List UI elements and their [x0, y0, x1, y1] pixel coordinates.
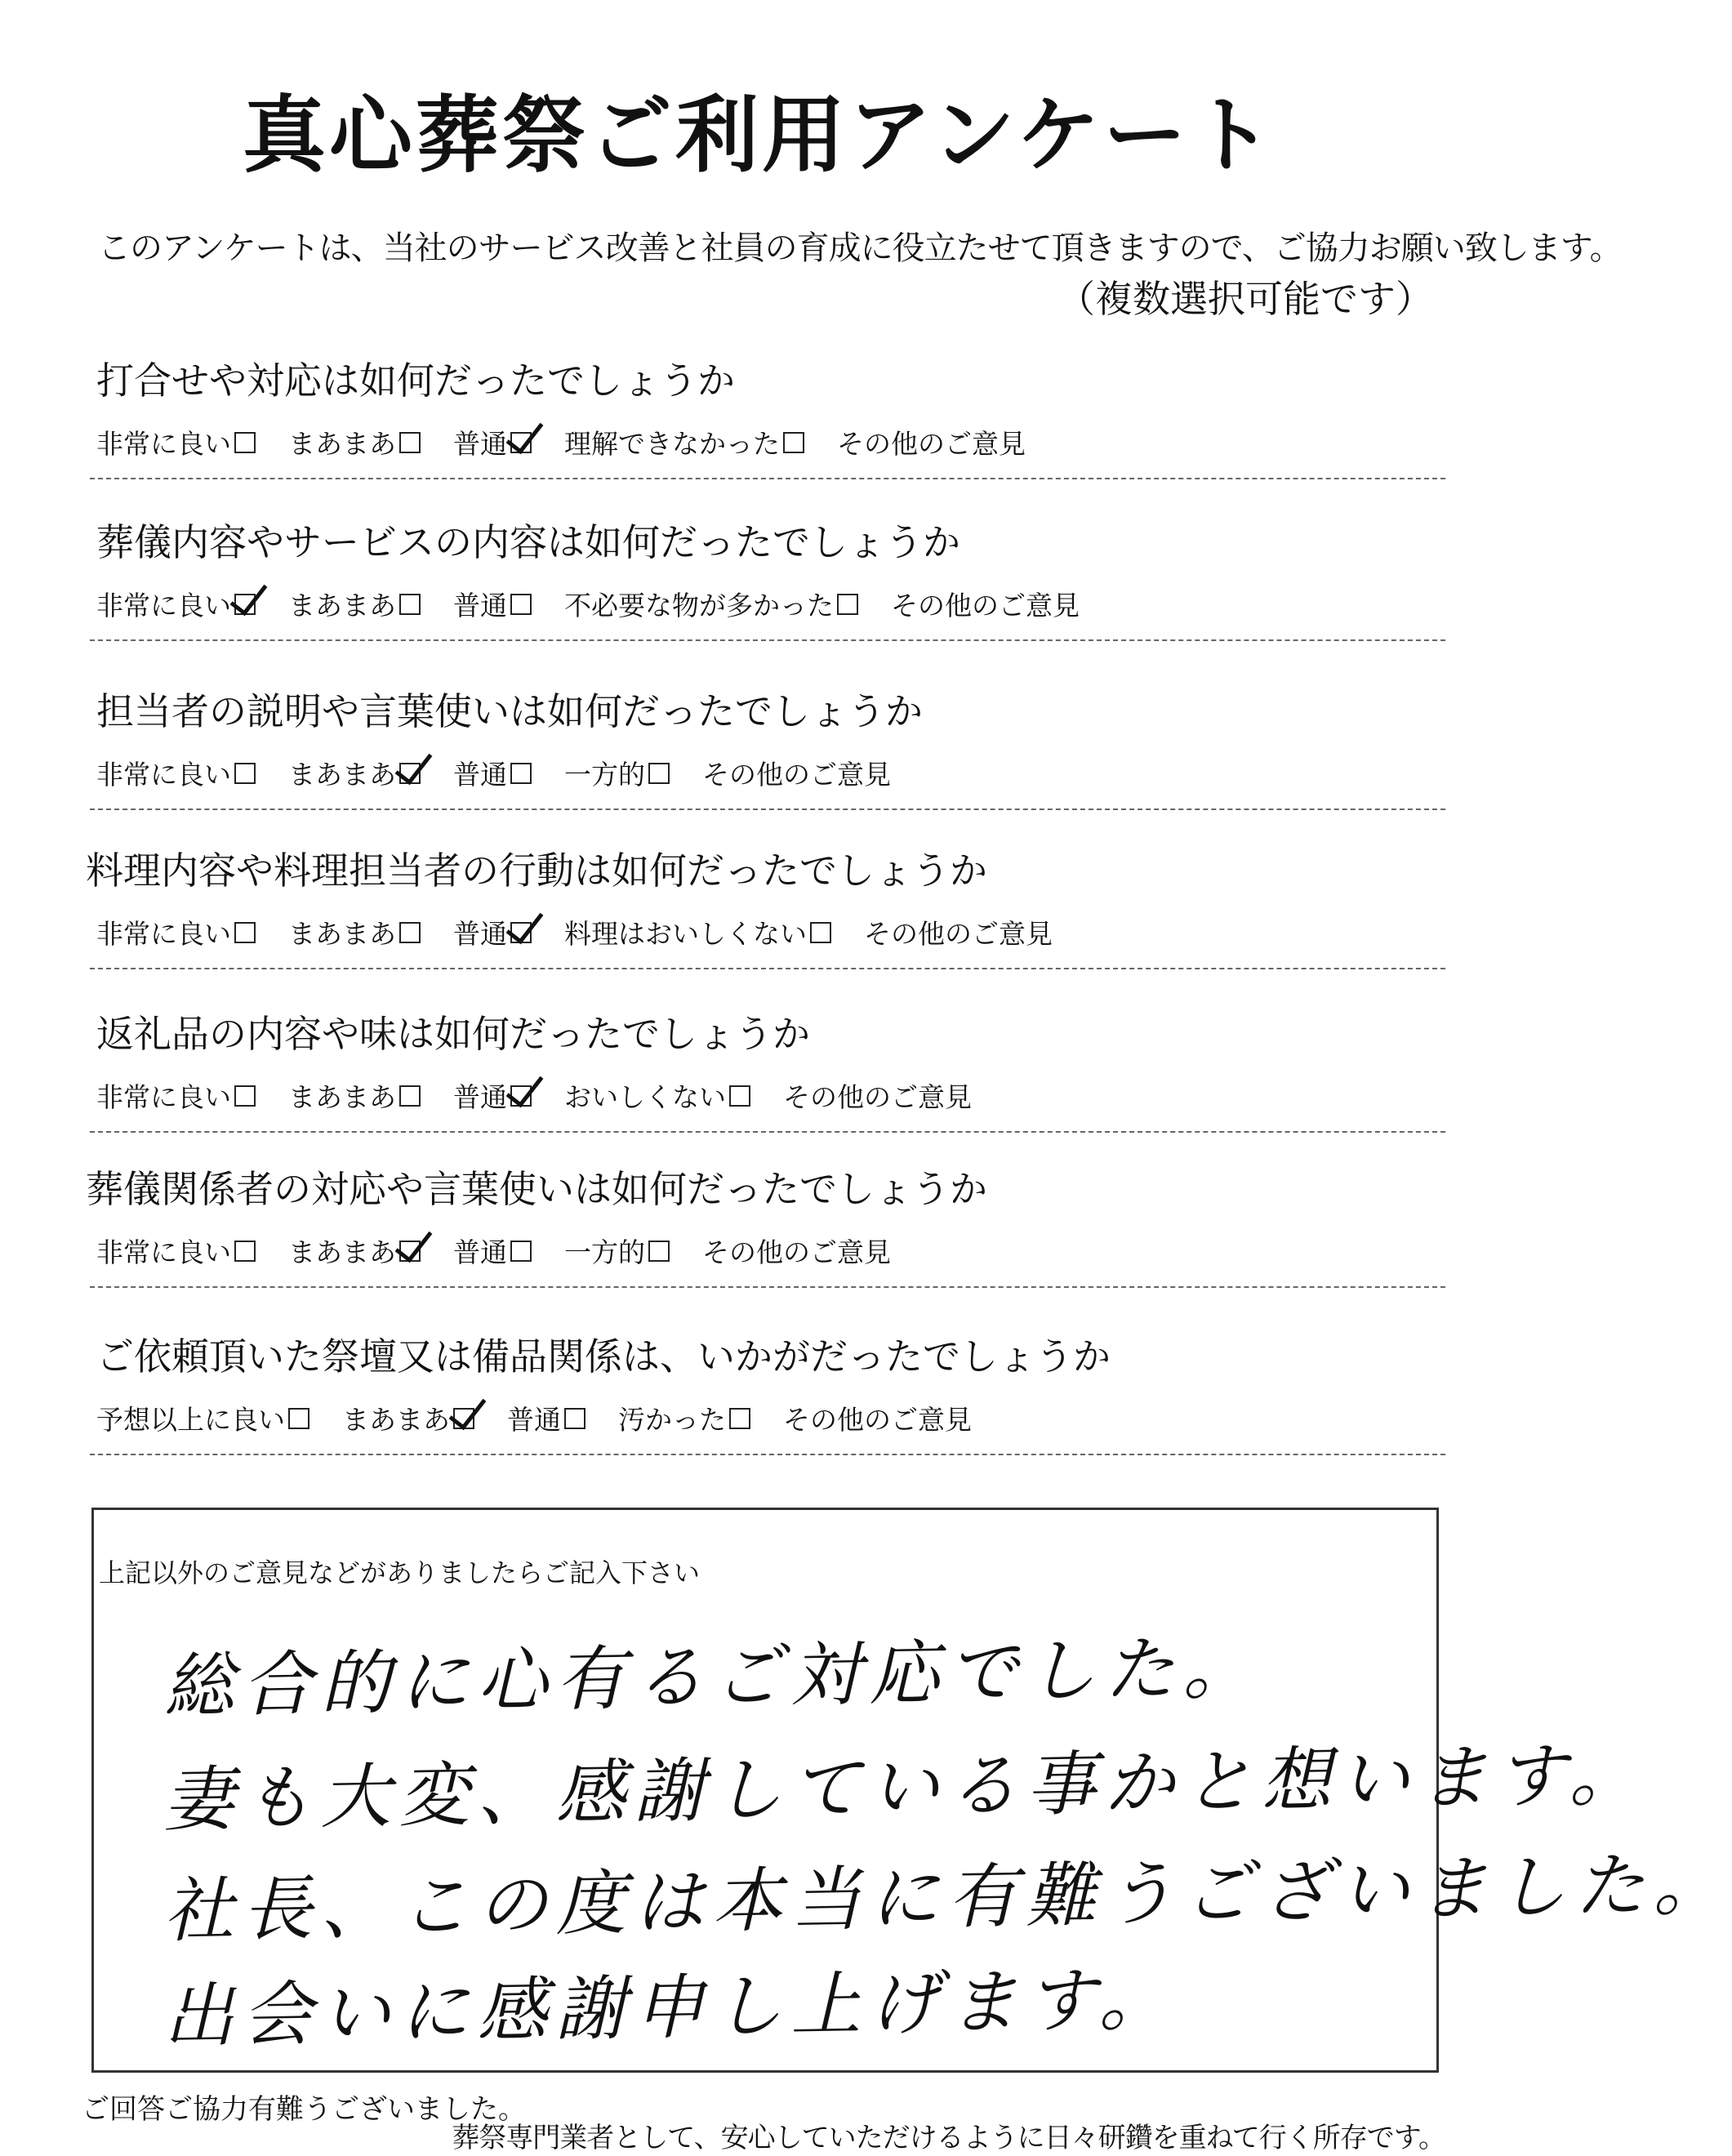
option-item — [891, 585, 1080, 623]
option-row — [96, 754, 891, 792]
checkbox[interactable] — [399, 432, 421, 453]
intro-text: このアンケートは、当社のサービス改善と社員の育成に役立たせて頂きますので、ご協力お願い致します。 — [98, 229, 1622, 267]
option-row — [96, 1076, 972, 1115]
checkbox[interactable] — [510, 594, 532, 615]
checked-checkbox[interactable] — [453, 1408, 474, 1429]
option-item[interactable] — [96, 754, 256, 792]
checked-checkbox[interactable] — [399, 763, 421, 784]
option-label: 普通 — [453, 1236, 507, 1268]
checked-checkbox[interactable] — [510, 1085, 532, 1107]
divider — [90, 1131, 1445, 1133]
survey-title: 真心葬祭ご利用アンケート — [243, 87, 1276, 185]
option-label: おいしくない — [564, 1081, 726, 1113]
option-item[interactable] — [564, 1076, 750, 1115]
question-text: 担当者の説明や言葉使いは如何だったでしょうか — [96, 689, 923, 733]
option-row — [96, 1232, 891, 1270]
checkbox[interactable] — [399, 594, 421, 615]
option-label: まあまあ — [342, 1404, 450, 1436]
checkbox[interactable] — [648, 763, 670, 784]
handwritten-line: 出会いに感謝申し上げます。 — [163, 1958, 1178, 2058]
checked-checkbox[interactable] — [510, 922, 532, 943]
checked-checkbox[interactable] — [399, 1241, 421, 1262]
question-text: 打合せや対応は如何だったでしょうか — [96, 359, 735, 403]
option-label: まあまあ — [288, 918, 396, 950]
option-item[interactable] — [453, 754, 532, 792]
option-label: まあまあ — [288, 428, 396, 460]
option-label: 非常に良い — [96, 428, 231, 460]
handwritten-line: 総合的に心有るご対応でした。 — [163, 1627, 1262, 1728]
question-text: 返礼品の内容や味は如何だったでしょうか — [96, 1012, 810, 1056]
option-label: 非常に良い — [96, 1236, 231, 1268]
checkbox[interactable] — [564, 1408, 585, 1429]
option-label: 予想以上に良い — [96, 1404, 285, 1436]
option-item[interactable] — [288, 1232, 421, 1270]
option-item[interactable] — [618, 1399, 750, 1437]
divider — [90, 968, 1445, 969]
option-label: 汚かった — [618, 1404, 726, 1436]
question-text: 葬儀内容やサービスの内容は如何だったでしょうか — [96, 520, 960, 564]
option-row — [96, 1399, 972, 1437]
option-label: 非常に良い — [96, 918, 231, 950]
option-item[interactable] — [288, 913, 421, 951]
option-item[interactable] — [288, 1076, 421, 1115]
option-item[interactable] — [564, 913, 831, 951]
checked-checkbox[interactable] — [234, 594, 256, 615]
checkbox[interactable] — [729, 1085, 750, 1107]
divider — [90, 1454, 1445, 1455]
checkbox[interactable] — [837, 594, 858, 615]
checkbox[interactable] — [234, 432, 256, 453]
checked-checkbox[interactable] — [510, 432, 532, 453]
option-item[interactable] — [564, 754, 670, 792]
option-item — [864, 913, 1053, 951]
option-label: まあまあ — [288, 1236, 396, 1268]
company-statement: 葬祭専門業者として、安心していただけるように日々研鑽を重ねて行く所存です。 — [452, 2122, 1445, 2154]
option-item — [837, 423, 1026, 461]
handwritten-line: 社長、この度は本当に有難うございました。 — [163, 1843, 1732, 1953]
option-item[interactable] — [96, 913, 256, 951]
option-row — [96, 913, 1053, 951]
option-label: 非常に良い — [96, 1081, 231, 1113]
option-label: 非常に良い — [96, 759, 231, 791]
option-label: その他のご意見 — [783, 1081, 972, 1113]
option-label: 非常に良い — [96, 590, 231, 621]
option-label: その他のご意見 — [891, 590, 1080, 621]
option-item[interactable] — [453, 423, 532, 461]
divider — [90, 808, 1445, 810]
checkbox[interactable] — [399, 1085, 421, 1107]
divider — [90, 639, 1445, 641]
question-text: 葬儀関係者の対応や言葉使いは如何だったでしょうか — [86, 1167, 987, 1211]
option-label: まあまあ — [288, 759, 396, 791]
option-label: 普通 — [453, 1081, 507, 1113]
option-row — [96, 423, 1026, 461]
checkbox[interactable] — [510, 763, 532, 784]
checkbox[interactable] — [729, 1408, 750, 1429]
option-item[interactable] — [96, 1232, 256, 1270]
comment-label: 上記以外のご意見などがありましたらご記入下さい — [99, 1557, 701, 1588]
option-item[interactable] — [96, 1399, 309, 1437]
option-label: 普通 — [453, 590, 507, 621]
thanks-note: ご回答ご協力有難うございました。 — [82, 2093, 526, 2126]
comment-box[interactable] — [91, 1508, 1732, 2073]
divider — [90, 478, 1445, 479]
option-item[interactable] — [288, 585, 421, 623]
option-item[interactable] — [453, 913, 532, 951]
option-item — [702, 1232, 891, 1270]
option-label: 理解できなかった — [564, 428, 780, 460]
option-row — [96, 585, 1080, 623]
checkbox[interactable] — [288, 1408, 309, 1429]
option-label: 普通 — [453, 759, 507, 791]
option-item[interactable] — [453, 1076, 532, 1115]
option-item[interactable] — [507, 1399, 585, 1437]
option-item[interactable] — [453, 585, 532, 623]
checkbox[interactable] — [510, 1241, 532, 1262]
checkbox[interactable] — [234, 922, 256, 943]
checkbox[interactable] — [399, 922, 421, 943]
option-item[interactable] — [342, 1399, 474, 1437]
option-item — [702, 754, 891, 792]
option-label: その他のご意見 — [783, 1404, 972, 1436]
option-item[interactable] — [288, 423, 421, 461]
option-item[interactable] — [96, 1076, 256, 1115]
question-text: 料理内容や料理担当者の行動は如何だったでしょうか — [86, 849, 987, 893]
option-label: その他のご意見 — [702, 759, 891, 791]
option-item[interactable] — [453, 1232, 532, 1270]
checkbox[interactable] — [648, 1241, 670, 1262]
option-label: 普通 — [453, 428, 507, 460]
option-label: 料理はおいしくない — [564, 918, 807, 950]
option-label: 普通 — [507, 1404, 561, 1436]
checkbox[interactable] — [234, 1085, 256, 1107]
option-item — [783, 1076, 972, 1115]
option-label: その他のご意見 — [864, 918, 1053, 950]
option-label: その他のご意見 — [837, 428, 1026, 460]
option-label: 普通 — [453, 918, 507, 950]
option-label: 一方的 — [564, 1236, 645, 1268]
question-text: ご依頼頂いた祭壇又は備品関係は、いかがだったでしょうか — [96, 1334, 1111, 1379]
option-label: その他のご意見 — [702, 1236, 891, 1268]
divider — [90, 1286, 1445, 1288]
multi-select-note: （複数選択可能です） — [1057, 277, 1433, 321]
option-item[interactable] — [288, 754, 421, 792]
option-item[interactable] — [564, 423, 804, 461]
option-item[interactable] — [564, 585, 858, 623]
handwritten-line: 妻も大変、感謝している事かと想います。 — [163, 1734, 1648, 1842]
option-item — [783, 1399, 972, 1437]
option-item[interactable] — [96, 423, 256, 461]
checkbox[interactable] — [234, 1241, 256, 1262]
option-label: 不必要な物が多かった — [564, 590, 834, 621]
checkbox[interactable] — [783, 432, 804, 453]
option-item[interactable] — [564, 1232, 670, 1270]
option-label: まあまあ — [288, 1081, 396, 1113]
checkbox[interactable] — [810, 922, 831, 943]
option-label: 一方的 — [564, 759, 645, 791]
option-label: まあまあ — [288, 590, 396, 621]
checkbox[interactable] — [234, 763, 256, 784]
option-item[interactable] — [96, 585, 256, 623]
